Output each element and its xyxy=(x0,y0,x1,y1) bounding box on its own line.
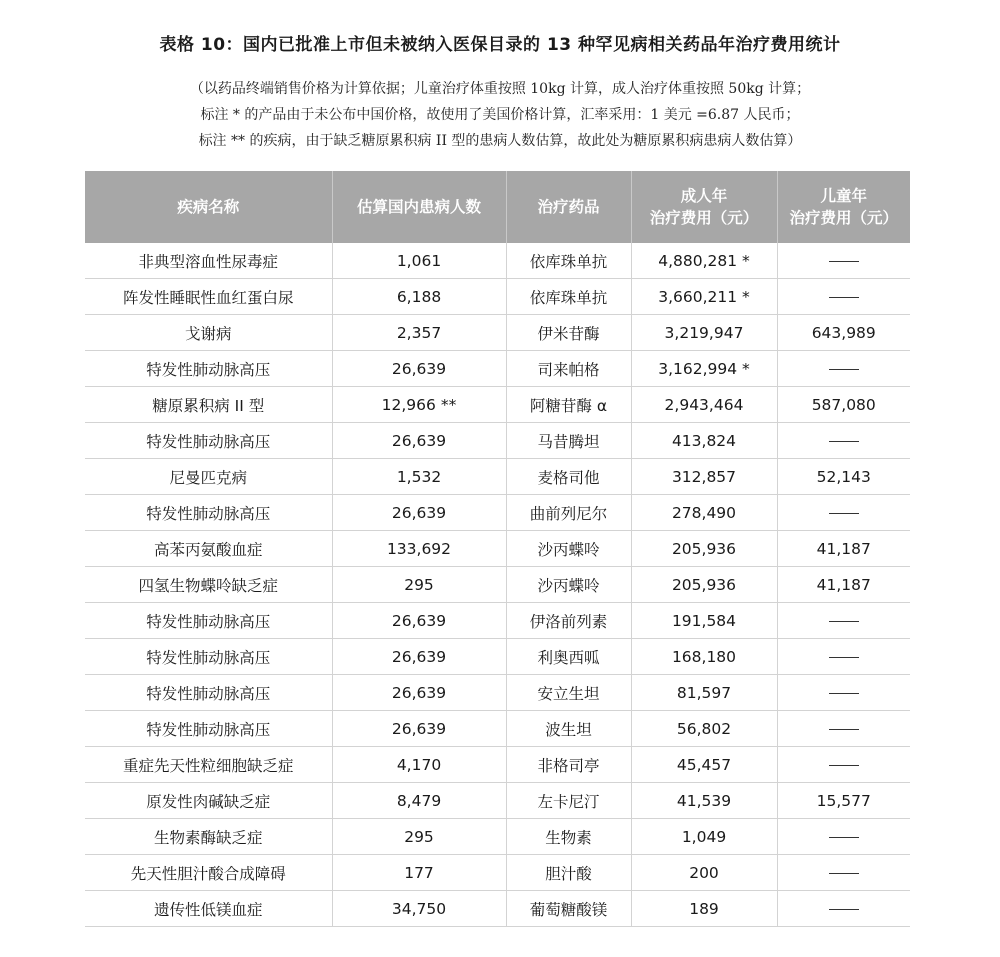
cell-patients: 34,750 xyxy=(332,891,506,927)
cell-drug: 沙丙蝶呤 xyxy=(506,531,631,567)
table-row xyxy=(85,531,910,567)
table-row xyxy=(85,819,910,855)
dash-placeholder xyxy=(829,729,859,730)
cell-adult: 205,936 xyxy=(631,531,777,567)
table-row xyxy=(85,603,910,639)
cell-patients: 6,188 xyxy=(332,279,506,315)
cell-drug: 依库珠单抗 xyxy=(506,279,631,315)
drug-cost-table xyxy=(85,171,910,927)
cell-drug: 麦格司他 xyxy=(506,459,631,495)
cell-disease: 特发性肺动脉高压 xyxy=(85,495,332,531)
cell-patients: 12,966 ** xyxy=(332,387,506,423)
cell-adult: 413,824 xyxy=(631,423,777,459)
cell-child: 643,989 xyxy=(777,315,910,351)
dash-placeholder xyxy=(829,909,859,910)
cell-child xyxy=(777,675,910,711)
cell-adult: 81,597 xyxy=(631,675,777,711)
cell-disease: 非典型溶血性尿毒症 xyxy=(85,243,332,279)
table-row xyxy=(85,675,910,711)
table-row xyxy=(85,387,910,423)
cell-adult: 56,802 xyxy=(631,711,777,747)
cell-child: 587,080 xyxy=(777,387,910,423)
note-line: 标注 ** 的疾病，由于缺乏糖原累积病 II 型的患病人数估算，故此处为糖原累积病患病人数估算） xyxy=(198,133,802,149)
cell-child xyxy=(777,819,910,855)
table-row xyxy=(85,315,910,351)
cell-disease: 尼曼匹克病 xyxy=(85,459,332,495)
cell-child xyxy=(777,711,910,747)
cell-drug: 胆汁酸 xyxy=(506,855,631,891)
table-title: 表格 10：国内已批准上市但未被纳入医保目录的 13 种罕见病相关药品年治疗费用统计 xyxy=(159,35,841,55)
cell-adult: 3,660,211 * xyxy=(631,279,777,315)
cell-patients: 177 xyxy=(332,855,506,891)
table-row xyxy=(85,567,910,603)
cell-patients: 26,639 xyxy=(332,495,506,531)
cell-adult: 45,457 xyxy=(631,747,777,783)
cell-drug: 生物素 xyxy=(506,819,631,855)
cell-patients: 26,639 xyxy=(332,351,506,387)
cell-drug: 曲前列尼尔 xyxy=(506,495,631,531)
table-header-row xyxy=(85,171,910,243)
table-row xyxy=(85,783,910,819)
table-row xyxy=(85,279,910,315)
cell-child xyxy=(777,747,910,783)
cell-disease: 遗传性低镁血症 xyxy=(85,891,332,927)
cell-drug: 利奥西呱 xyxy=(506,639,631,675)
dash-placeholder xyxy=(829,693,859,694)
cell-patients: 1,532 xyxy=(332,459,506,495)
table-row xyxy=(85,351,910,387)
cell-disease: 高苯丙氨酸血症 xyxy=(85,531,332,567)
cell-disease: 特发性肺动脉高压 xyxy=(85,711,332,747)
cell-patients: 1,061 xyxy=(332,243,506,279)
cell-adult: 278,490 xyxy=(631,495,777,531)
dash-placeholder xyxy=(829,765,859,766)
cell-patients: 26,639 xyxy=(332,603,506,639)
cell-drug: 司来帕格 xyxy=(506,351,631,387)
cell-drug: 左卡尼汀 xyxy=(506,783,631,819)
cell-drug: 阿糖苷酶 α xyxy=(506,387,631,423)
header-adult-line1: 成人年 xyxy=(680,187,728,205)
cell-patients: 4,170 xyxy=(332,747,506,783)
cell-adult: 41,539 xyxy=(631,783,777,819)
header-child-line2: 治疗费用（元） xyxy=(789,209,898,227)
table-row xyxy=(85,423,910,459)
cell-drug: 马昔腾坦 xyxy=(506,423,631,459)
cell-disease: 特发性肺动脉高压 xyxy=(85,675,332,711)
cell-disease: 特发性肺动脉高压 xyxy=(85,423,332,459)
cell-drug: 葡萄糖酸镁 xyxy=(506,891,631,927)
cell-child xyxy=(777,495,910,531)
table-body xyxy=(85,243,910,927)
header-patients: 估算国内患病人数 xyxy=(332,171,506,243)
cell-drug: 波生坦 xyxy=(506,711,631,747)
cell-drug: 安立生坦 xyxy=(506,675,631,711)
cell-adult: 191,584 xyxy=(631,603,777,639)
dash-placeholder xyxy=(829,621,859,622)
cell-patients: 8,479 xyxy=(332,783,506,819)
cell-adult: 168,180 xyxy=(631,639,777,675)
cell-patients: 133,692 xyxy=(332,531,506,567)
cell-child: 41,187 xyxy=(777,567,910,603)
cell-adult: 312,857 xyxy=(631,459,777,495)
table-row xyxy=(85,639,910,675)
header-child-line1: 儿童年 xyxy=(820,187,867,205)
cell-patients: 2,357 xyxy=(332,315,506,351)
dash-placeholder xyxy=(829,837,859,838)
table-row xyxy=(85,891,910,927)
cell-disease: 特发性肺动脉高压 xyxy=(85,603,332,639)
cell-patients: 26,639 xyxy=(332,423,506,459)
cell-child xyxy=(777,603,910,639)
cell-disease: 先天性胆汁酸合成障碍 xyxy=(85,855,332,891)
header-disease: 疾病名称 xyxy=(85,171,332,243)
cell-disease: 糖原累积病 II 型 xyxy=(85,387,332,423)
cell-drug: 非格司亭 xyxy=(506,747,631,783)
cell-child xyxy=(777,279,910,315)
table-row xyxy=(85,747,910,783)
dash-placeholder xyxy=(829,441,859,442)
header-drug: 治疗药品 xyxy=(506,171,631,243)
cell-disease: 四氢生物蝶呤缺乏症 xyxy=(85,567,332,603)
cell-drug: 依库珠单抗 xyxy=(506,243,631,279)
header-child-cost xyxy=(777,171,910,243)
table-row xyxy=(85,459,910,495)
dash-placeholder xyxy=(829,873,859,874)
header-adult-cost xyxy=(631,171,777,243)
dash-placeholder xyxy=(829,369,859,370)
cell-adult: 1,049 xyxy=(631,819,777,855)
cell-drug: 沙丙蝶呤 xyxy=(506,567,631,603)
cell-disease: 特发性肺动脉高压 xyxy=(85,639,332,675)
cell-adult: 3,162,994 * xyxy=(631,351,777,387)
cell-disease: 戈谢病 xyxy=(85,315,332,351)
cell-drug: 伊洛前列素 xyxy=(506,603,631,639)
dash-placeholder xyxy=(829,261,859,262)
table-row xyxy=(85,855,910,891)
table-row xyxy=(85,711,910,747)
note-line: （以药品终端销售价格为计算依据；儿童治疗体重按照 10kg 计算，成人治疗体重按照 50kg 计算； xyxy=(189,81,811,97)
cell-patients: 295 xyxy=(332,567,506,603)
cell-patients: 26,639 xyxy=(332,711,506,747)
cell-disease: 生物素酶缺乏症 xyxy=(85,819,332,855)
table-row xyxy=(85,243,910,279)
cell-patients: 26,639 xyxy=(332,675,506,711)
cell-child xyxy=(777,855,910,891)
header-adult-line2: 治疗费用（元） xyxy=(649,209,759,227)
cell-disease: 阵发性睡眠性血红蛋白尿 xyxy=(85,279,332,315)
cell-adult: 189 xyxy=(631,891,777,927)
dash-placeholder xyxy=(829,297,859,298)
cell-patients: 295 xyxy=(332,819,506,855)
cell-child: 52,143 xyxy=(777,459,910,495)
cell-adult: 205,936 xyxy=(631,567,777,603)
table-row xyxy=(85,495,910,531)
cell-adult: 2,943,464 xyxy=(631,387,777,423)
cell-patients: 26,639 xyxy=(332,639,506,675)
cell-adult: 200 xyxy=(631,855,777,891)
cell-child xyxy=(777,423,910,459)
cell-child xyxy=(777,891,910,927)
cell-child xyxy=(777,351,910,387)
cell-child: 41,187 xyxy=(777,531,910,567)
cell-disease: 原发性肉碱缺乏症 xyxy=(85,783,332,819)
note-line: 标注 * 的产品由于未公布中国价格，故使用了美国价格计算，汇率采用：1 美元 =6.87 人民币； xyxy=(200,107,800,123)
table-notes xyxy=(60,76,940,154)
cell-child: 15,577 xyxy=(777,783,910,819)
cell-child xyxy=(777,639,910,675)
dash-placeholder xyxy=(829,513,859,514)
cell-adult: 4,880,281 * xyxy=(631,243,777,279)
cell-disease: 特发性肺动脉高压 xyxy=(85,351,332,387)
cell-disease: 重症先天性粒细胞缺乏症 xyxy=(85,747,332,783)
cell-child xyxy=(777,243,910,279)
cell-adult: 3,219,947 xyxy=(631,315,777,351)
dash-placeholder xyxy=(829,657,859,658)
cell-drug: 伊米苷酶 xyxy=(506,315,631,351)
